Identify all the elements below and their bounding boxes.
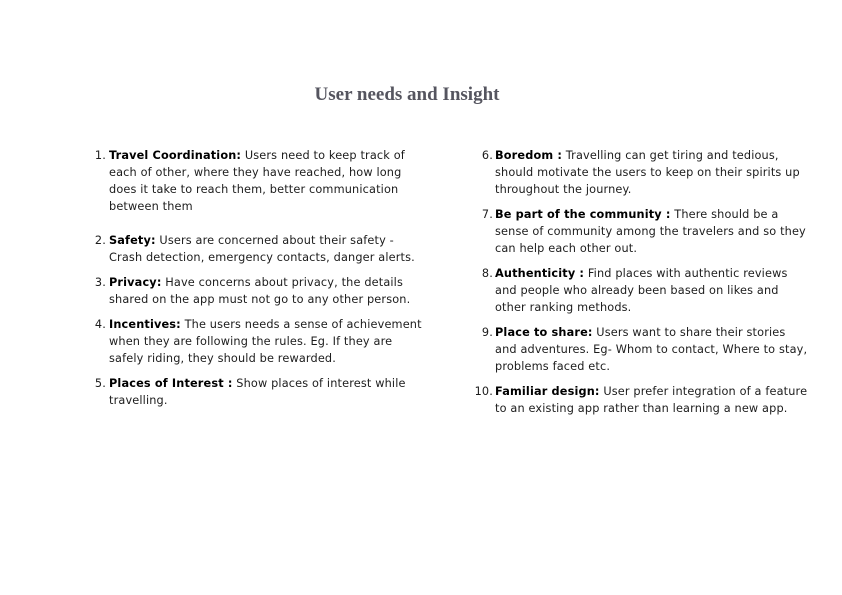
- list-item: [478, 265, 808, 316]
- list-item: [92, 147, 422, 215]
- item-number: 5.: [94, 377, 106, 390]
- item-number: 8.: [481, 267, 493, 280]
- list-item: [474, 383, 808, 417]
- item-number: 10.: [474, 385, 493, 398]
- item-text: Users want to share their stories and adventures. Eg- Whom to contact, Where to stay, problems faced etc.: [495, 326, 808, 373]
- page-title: User needs and Insight: [314, 84, 500, 105]
- item-heading: Incentives:: [109, 318, 181, 331]
- item-number: 6.: [481, 149, 493, 162]
- item-number: 3.: [94, 276, 106, 289]
- item-heading: Be part of the community :: [495, 208, 671, 221]
- item-heading: Authenticity :: [495, 267, 585, 280]
- list-item: [478, 147, 808, 198]
- item-number: 4.: [94, 318, 106, 331]
- item-text: Travelling can get tiring and tedious, should motivate the users to keep on their spirits up throughout the journey.: [495, 149, 800, 196]
- item-text: Show places of interest while travelling.: [109, 377, 406, 407]
- item-text: There should be a sense of community among the travelers and so they can help each other out.: [495, 208, 806, 255]
- item-text: Users are concerned about their safety - Crash detection, emergency contacts, danger alerts.: [109, 234, 415, 264]
- item-heading: Familiar design:: [495, 385, 600, 398]
- item-text: User prefer integration of a feature to an existing app rather than learning a new app.: [495, 385, 808, 415]
- item-number: 7.: [481, 208, 493, 221]
- item-text: The users needs a sense of achievement when they are following the rules. Eg. If they are safely riding, they should be rewarded.: [109, 318, 422, 365]
- list-item: [92, 316, 422, 367]
- item-number: 9.: [481, 326, 493, 339]
- item-heading: Travel Coordination:: [109, 149, 242, 162]
- item-number: 2.: [94, 234, 106, 247]
- user-needs-list-right: [474, 147, 808, 425]
- item-text: Users need to keep track of each of other, where they have reached, how long does it take to reach them, better communication between them: [109, 149, 405, 213]
- item-heading: Privacy:: [109, 276, 162, 289]
- item-heading: Place to share:: [495, 326, 593, 339]
- user-needs-list-left: [92, 147, 422, 417]
- item-heading: Safety:: [109, 234, 156, 247]
- list-item: [92, 375, 422, 409]
- item-heading: Places of Interest :: [109, 377, 233, 390]
- list-item: [92, 274, 422, 308]
- item-text: Have concerns about privacy, the details shared on the app must not go to any other person.: [109, 276, 411, 306]
- item-text: Find places with authentic reviews and people who already been based on likes and other ranking methods.: [495, 267, 788, 314]
- list-item: [478, 206, 808, 257]
- list-item: [478, 324, 808, 375]
- item-heading: Boredom :: [495, 149, 563, 162]
- list-item: [92, 232, 422, 266]
- item-number: 1.: [94, 149, 106, 162]
